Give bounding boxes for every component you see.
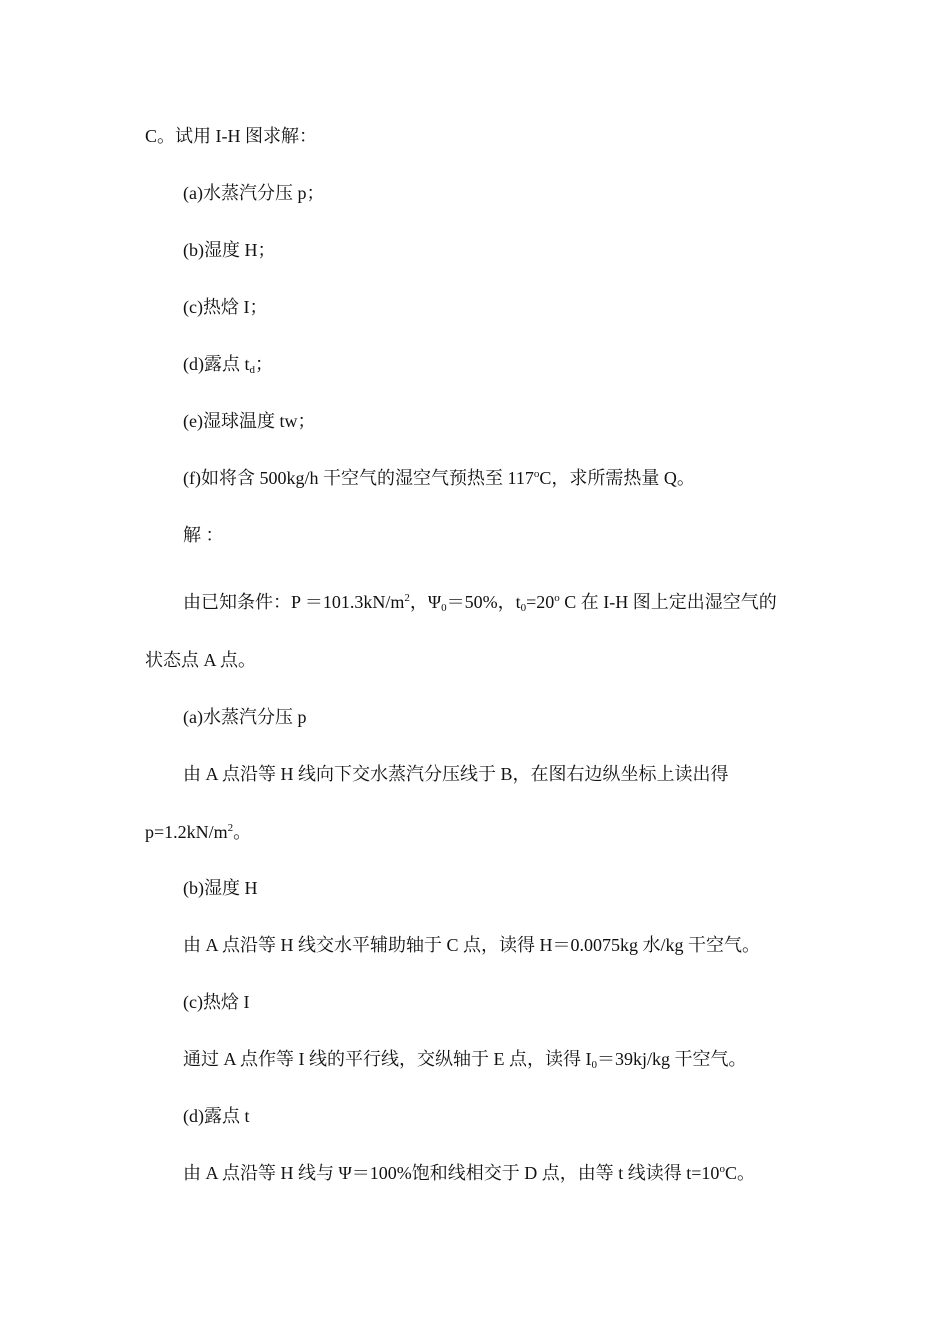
section-d-text-main: 由 A 点沿等 H 线与 Ψ＝100%饱和线相交于 D 点，由等 t 线读得 t=10	[183, 1163, 720, 1183]
given-psi: ，Ψ	[409, 592, 442, 612]
section-d-title: (d)露点 t	[183, 1106, 250, 1126]
section-c-text-end: ＝39kj/kg 干空气。	[597, 1049, 747, 1069]
section-a-result-sup: 2	[227, 822, 234, 834]
section-a-result	[145, 820, 251, 844]
section-c-text	[183, 1047, 747, 1071]
section-a-result-value: p=1.2kN/m	[145, 822, 228, 842]
given-conditions	[183, 590, 777, 614]
section-a-title: (a)水蒸汽分压 p	[183, 707, 307, 727]
item-f-degree: o	[533, 468, 540, 480]
item-c: (c)热焓 I；	[183, 297, 268, 317]
section-d-text	[183, 1161, 755, 1185]
item-f-end: C，求所需热量 Q。	[539, 468, 695, 488]
section-a-result-end: 。	[233, 822, 252, 842]
item-d-text: (d)露点 t	[183, 354, 250, 374]
given-sub-2: 0	[520, 602, 527, 614]
item-a: (a)水蒸汽分压 p；	[183, 183, 325, 203]
section-d-degree: o	[719, 1163, 725, 1175]
section-c-sub: 0	[591, 1059, 597, 1071]
given-conditions-line2: 状态点 A 点。	[145, 650, 257, 670]
given-pressure: 由已知条件：P ＝101.3kN/m	[183, 592, 405, 612]
section-b-text: 由 A 点沿等 H 线交水平辅助轴于 C 点，读得 H＝0.0075kg 水/kg 干空气。	[183, 935, 761, 955]
given-sub-1: 0	[441, 602, 447, 614]
given-sup-1: 2	[404, 592, 410, 604]
section-c-title: (c)热焓 I	[183, 992, 250, 1012]
section-a-text: 由 A 点沿等 H 线向下交水蒸汽分压线于 B，在图右边纵坐标上读出得	[183, 764, 729, 784]
item-b: (b)湿度 H；	[183, 240, 276, 260]
item-d-subscript: d	[249, 364, 255, 376]
given-degree: o	[554, 592, 560, 604]
item-d	[183, 352, 273, 376]
section-c-text-main: 通过 A 点作等 I 线的平行线，交纵轴于 E 点，读得 I	[183, 1049, 592, 1069]
solution-label: 解 ：	[183, 525, 224, 545]
given-temp-value: =20	[526, 592, 555, 612]
given-temp: ＝50%，t	[446, 592, 521, 612]
item-d-end: ；	[255, 354, 273, 374]
problem-heading: C。试用 I-H 图求解：	[145, 126, 317, 146]
section-d-text-end: C。	[724, 1163, 755, 1183]
item-e: (e)湿球温度 tw；	[183, 411, 316, 431]
item-f	[183, 466, 695, 490]
given-rest: C 在 I-H 图上定出湿空气的	[559, 592, 777, 612]
item-f-text: (f)如将含 500kg/h 干空气的湿空气预热至 117	[183, 468, 534, 488]
section-b-title: (b)湿度 H	[183, 878, 258, 898]
